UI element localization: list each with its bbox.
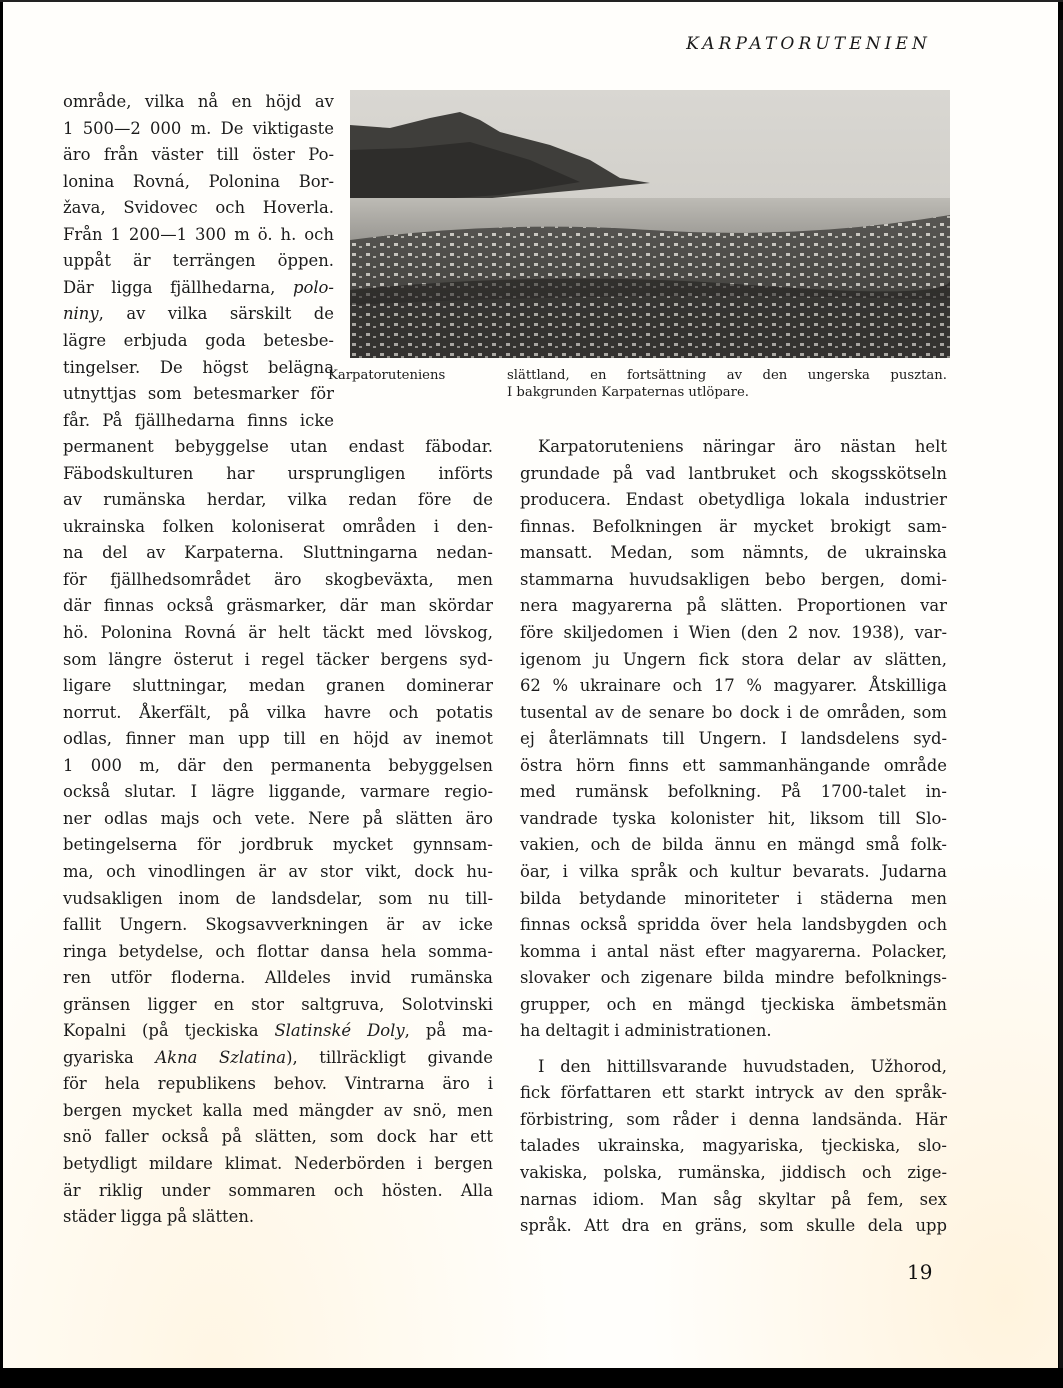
text-line: finnas. Befolkningen är mycket brokigt sam- bbox=[520, 516, 947, 536]
text-line: östra hörn finns ett sammanhängande område bbox=[520, 755, 947, 775]
text-line: för hela republikens behov. Vintrarna äro i bbox=[63, 1074, 493, 1094]
text-line: område, vilka nå en höjd av bbox=[63, 92, 334, 111]
text-line: lonina Rovná, Polonina Bor- bbox=[63, 171, 334, 191]
text-line: ma, och vinodlingen är av stor vikt, dock hu- bbox=[63, 861, 493, 881]
text-line: fallit Ungern. Skogsavverkningen är av icke bbox=[63, 915, 493, 935]
landscape-photo bbox=[350, 90, 950, 358]
text-line: gränsen ligger en stor saltgruva, Solotvinski bbox=[63, 994, 493, 1014]
figure-caption-line-1: slättland, en fortsättning av den ungerska pusztan. bbox=[507, 368, 947, 383]
text-line: ligare sluttningar, medan granen dominerar bbox=[63, 676, 493, 696]
text-line: niny, av vilka särskilt de bbox=[63, 304, 334, 324]
figure-caption-line-2: I bakgrunden Karpaternas utlöpare. bbox=[507, 385, 749, 400]
text-line: språk. Att dra en gräns, som skulle dela upp bbox=[520, 1216, 947, 1236]
text-line: norrut. Åkerfält, på vilka havre och potatis bbox=[63, 702, 493, 722]
text-line: žava, Svidovec och Hoverla. bbox=[63, 198, 334, 218]
text-line: finnas också spridda över hela landsbygden och bbox=[520, 915, 947, 935]
text-line: slovaker och zigenare bilda mindre befolknings- bbox=[520, 968, 947, 988]
text-line: uppåt är terrängen öppen. bbox=[63, 251, 334, 271]
book-page bbox=[3, 2, 1058, 1368]
text-line: Från 1 200—1 300 m ö. h. och bbox=[63, 224, 334, 244]
text-line: ha deltagit i administrationen. bbox=[520, 1021, 772, 1041]
text-line: grundade på vad lantbruket och skogsskötseln bbox=[520, 463, 947, 483]
text-line: Där ligga fjällhedarna, polo- bbox=[63, 277, 334, 297]
text-line: gyariska Akna Szlatina), tillräckligt givande bbox=[63, 1047, 493, 1067]
photo-image bbox=[350, 90, 950, 358]
text-line: av rumänska herdar, vilka redan före de bbox=[63, 490, 493, 510]
text-line: tusental av de senare bo dock i de områden, som bbox=[520, 702, 947, 722]
text-line: får. På fjällhedarna finns icke bbox=[63, 410, 334, 430]
text-line: stammarna huvudsakligen bebo bergen, domi- bbox=[520, 569, 947, 589]
text-line: talades ukrainska, magyariska, tjeckiska, slo- bbox=[520, 1136, 947, 1156]
text-line: producera. Endast obetydliga lokala industrier bbox=[520, 490, 947, 510]
text-line: igenom ju Ungern fick stora delar av slätten, bbox=[520, 649, 947, 669]
scan-border-right bbox=[1059, 20, 1063, 1368]
text-line: 1 000 m, där den permanenta bebyggelsen bbox=[63, 755, 493, 775]
text-line: öar, i vilka språk och kultur bevarats. Judarna bbox=[520, 861, 947, 881]
text-line: mansatt. Medan, som nämnts, de ukrainska bbox=[520, 543, 947, 563]
text-line: Karpatoruteniens näringar äro nästan helt bbox=[538, 437, 947, 457]
text-line: med rumänsk befolkning. På 1700-talet in- bbox=[520, 782, 947, 802]
text-line: lägre erbjuda goda betesbe- bbox=[63, 330, 334, 350]
text-line: för fjällhedsområdet äro skogbeväxta, men bbox=[63, 569, 493, 589]
text-line: städer ligga på slätten. bbox=[63, 1207, 255, 1227]
page-number: 19 bbox=[907, 1260, 933, 1284]
text-line: ren utför floderna. Alldeles invid rumänska bbox=[63, 968, 493, 988]
text-line: snö faller också på slätten, som dock har ett bbox=[63, 1127, 493, 1147]
text-line: fick författaren ett starkt intryck av den språk- bbox=[520, 1083, 947, 1103]
text-line: ukrainska folken koloniserat områden i den- bbox=[63, 516, 493, 536]
text-line: vakien, och de bilda ännu en mängd små folk- bbox=[520, 835, 947, 855]
text-line: utnyttjas som betesmarker för bbox=[63, 384, 334, 404]
text-line: I den hittillsvarande huvudstaden, Užhorod, bbox=[538, 1056, 947, 1076]
text-line: na del av Karpaterna. Sluttningarna nedan- bbox=[63, 543, 493, 563]
text-line: ner odlas majs och vete. Nere på slätten äro bbox=[63, 808, 493, 828]
text-line: Fäbodskulturen har ursprungligen införts bbox=[63, 463, 493, 483]
text-line: hö. Polonina Rovná är helt täckt med lövskog, bbox=[63, 623, 493, 642]
text-line: ringa betydelse, och flottar dansa hela somma- bbox=[63, 941, 493, 961]
text-line: Kopalni (på tjeckiska Slatinské Doly, på ma- bbox=[63, 1021, 493, 1041]
text-line: betingelserna för jordbruk mycket gynnsam- bbox=[63, 835, 493, 855]
text-line: nera magyarerna på slätten. Proportionen var bbox=[520, 596, 947, 616]
text-line: 62 % ukrainare och 17 % magyarer. Åtskilliga bbox=[520, 676, 947, 696]
text-line: tingelser. De högst belägna bbox=[63, 357, 334, 377]
text-line: också slutar. I lägre liggande, varmare regio- bbox=[63, 782, 493, 802]
running-head: KARPATORUTENIEN bbox=[686, 34, 931, 54]
scan-border-top bbox=[0, 0, 1063, 2]
text-line: där finnas också gräsmarker, där man skördar bbox=[63, 596, 493, 616]
text-line: vakiska, polska, rumänska, jiddisch och zige- bbox=[520, 1163, 947, 1182]
text-line: 1 500—2 000 m. De viktigaste bbox=[63, 118, 334, 138]
text-line: permanent bebyggelse utan endast fäbodar. bbox=[63, 437, 493, 457]
text-line: komma i antal näst efter magyarerna. Polacker, bbox=[520, 941, 947, 961]
text-line: förbistring, som råder i denna landsända. Här bbox=[520, 1109, 947, 1129]
text-line: är riklig under sommaren och hösten. Alla bbox=[63, 1180, 493, 1200]
text-line: vandrade tyska kolonister hit, liksom till Slo- bbox=[520, 808, 947, 828]
text-line: betydligt mildare klimat. Nederbörden i bergen bbox=[63, 1154, 493, 1173]
text-line: grupper, och en mängd tjeckiska ämbetsmän bbox=[520, 994, 947, 1014]
text-line: narnas idiom. Man såg skyltar på fem, sex bbox=[520, 1189, 947, 1209]
text-line: odlas, finner man upp till en höjd av inemot bbox=[63, 729, 493, 749]
text-line: ej återlämnats till Ungern. I landsdelens syd- bbox=[520, 729, 947, 749]
text-line: bilda betydande minoriteter i städerna men bbox=[520, 888, 947, 908]
figure-caption-label: Karpatoruteniens bbox=[328, 368, 446, 383]
text-line: vudsakligen inom de landsdelar, som nu till- bbox=[63, 888, 493, 908]
text-line: som längre österut i regel täcker bergens syd- bbox=[63, 649, 493, 669]
text-line: före skiljedomen i Wien (den 2 nov. 1938), var- bbox=[520, 623, 947, 642]
text-line: äro från väster till öster Po- bbox=[63, 145, 334, 165]
text-line: bergen mycket kalla med mängder av snö, men bbox=[63, 1100, 493, 1120]
